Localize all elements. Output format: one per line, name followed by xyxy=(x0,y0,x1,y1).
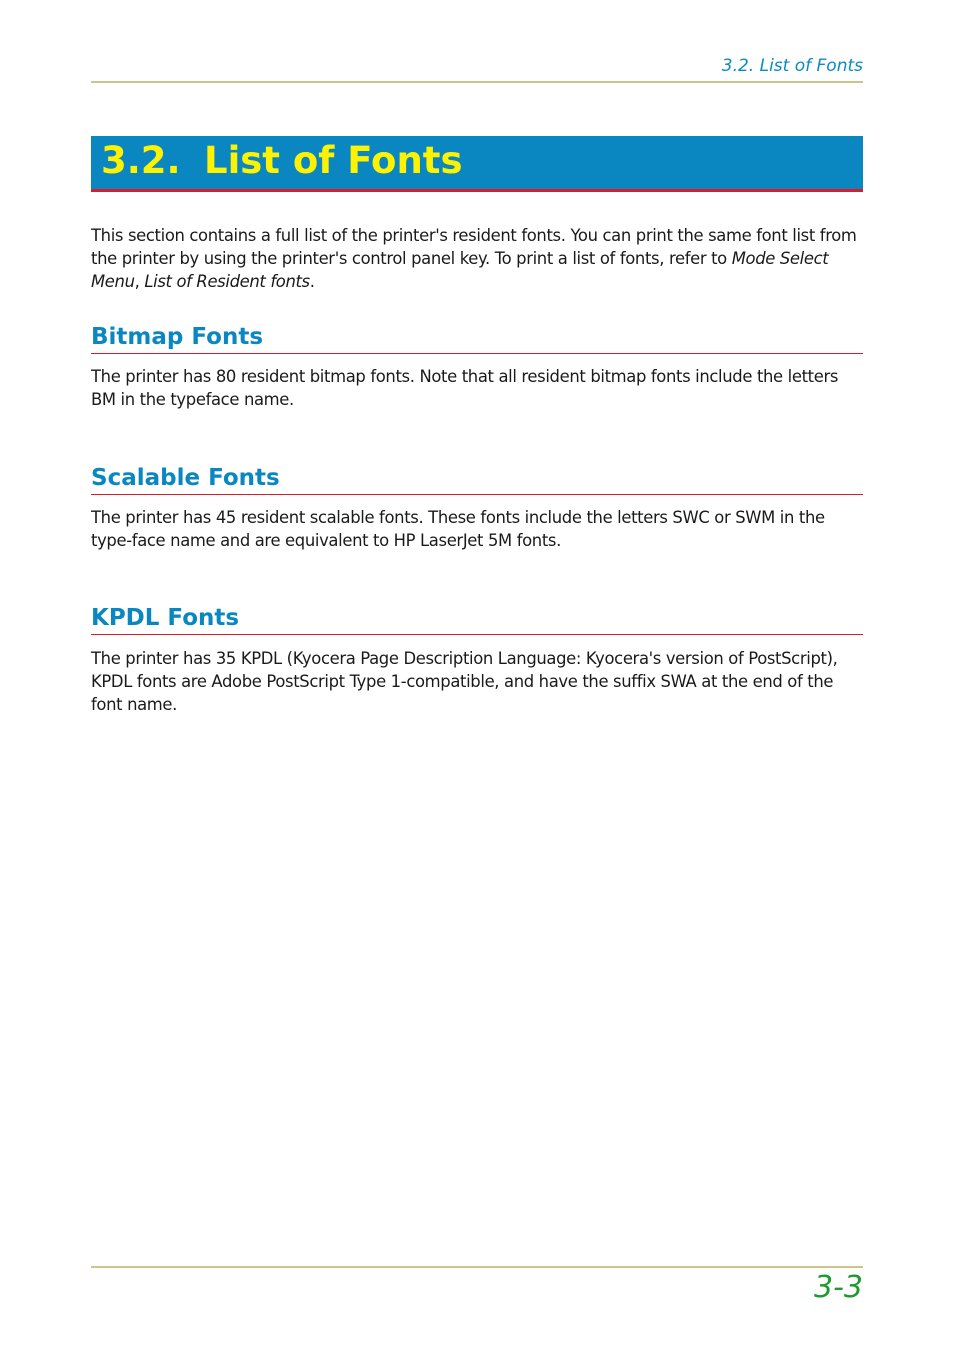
page-number: 3-3 xyxy=(814,1270,863,1305)
section-heading-bitmap xyxy=(91,319,863,354)
section-body-bitmap: The printer has 80 resident bitmap fonts. Note that all resident bitmap fonts include the letters BM in the typeface name. xyxy=(91,367,839,409)
section-body-kpdl: The printer has 35 KPDL (Kyocera Page Description Language: Kyocera's version of PostScript), KPDL fonts are Adobe PostScript Type 1-compatible, and have the suffix SWA at the end of the font name. xyxy=(91,649,838,714)
intro-ref-item: List of Resident fonts xyxy=(144,272,310,291)
intro-text: This section contains a full list of the printer's resident fonts. You can print the same font list from the printer by using the printer's control panel key. To print a list of fonts, refer to xyxy=(91,226,857,268)
intro-separator: , xyxy=(134,272,145,291)
intro-ref-menu: Mode Select Menu xyxy=(91,249,829,291)
section-heading-kpdl xyxy=(91,600,863,635)
chapter-number: 3.2. xyxy=(101,139,181,182)
section-heading-text: KPDL Fonts xyxy=(91,605,240,631)
header-rule xyxy=(91,81,863,83)
intro-paragraph xyxy=(91,224,867,293)
section-heading-scalable xyxy=(91,460,863,495)
section-body-scalable: The printer has 45 resident scalable fonts. These fonts include the letters SWC or SWM in the type-face name and are equivalent to HP LaserJet 5M fonts. xyxy=(91,508,825,550)
footer-rule xyxy=(91,1266,863,1268)
intro-end: . xyxy=(309,272,315,291)
chapter-banner xyxy=(91,136,863,192)
section-heading-text: Bitmap Fonts xyxy=(91,324,264,350)
chapter-title: List of Fonts xyxy=(204,139,463,182)
running-header: 3.2. List of Fonts xyxy=(721,56,863,76)
section-heading-text: Scalable Fonts xyxy=(91,465,280,491)
